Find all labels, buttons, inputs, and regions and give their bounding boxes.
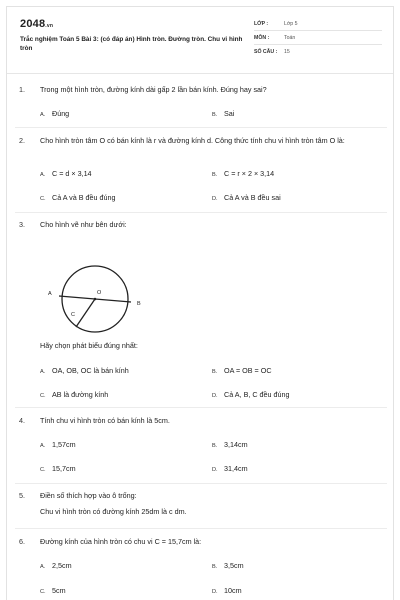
option-letter: D. [212, 589, 218, 595]
logo-text: 2048 [20, 18, 46, 30]
option-text: Sai [224, 109, 235, 118]
question-text: Tính chu vi hình tròn có bán kính là 5cm. [40, 416, 170, 425]
option-1a[interactable] [40, 109, 69, 118]
question-number: 4. [19, 416, 25, 425]
worksheet-title: Trắc nghiệm Toán 5 Bài 3: (có đáp án) Hình tròn. Đường tròn. Chu vi hình tròn [20, 36, 243, 52]
option-letter: C. [40, 393, 46, 399]
question-text: Đường kính của hình tròn có chu vi C = 15,7cm là: [40, 537, 202, 546]
option-letter: D. [212, 393, 218, 399]
question-number: 6. [19, 537, 25, 546]
label-o: O [97, 290, 102, 296]
option-letter: A. [40, 443, 46, 449]
label-c: C [71, 312, 75, 318]
option-letter: C. [40, 467, 46, 473]
question-number: 3. [19, 220, 25, 229]
option-3a[interactable] [40, 366, 129, 375]
label-a: A [48, 291, 52, 297]
option-6b[interactable] [212, 561, 244, 570]
question-number: 1. [19, 85, 25, 94]
option-letter: C. [40, 196, 46, 202]
meta-value: Toán [284, 35, 296, 41]
option-letter: B. [212, 369, 218, 375]
meta-key: LỚP : [254, 21, 269, 27]
option-text: Cả A và B đều sai [224, 193, 281, 202]
site-logo[interactable] [20, 18, 53, 30]
worksheet-page [6, 6, 394, 600]
option-text: Đúng [52, 109, 70, 118]
question-text: Điền số thích hợp vào ô trống: [40, 491, 137, 500]
option-4a[interactable] [40, 440, 76, 449]
option-3c[interactable] [40, 390, 108, 399]
question-text: Cho hình tròn tâm O có bán kính là r và đường kính d. Công thức tính chu vi hình tròn tâm O là: [40, 136, 345, 145]
logo-suffix: .vn [45, 23, 54, 29]
question-text: Trong một hình tròn, đường kính dài gấp 2 lần bán kính. Đúng hay sai? [40, 85, 267, 94]
meta-row-class [254, 17, 382, 31]
option-text: 5cm [52, 586, 66, 595]
worksheet-header [7, 7, 393, 69]
option-1b[interactable] [212, 109, 234, 118]
option-4b[interactable] [212, 440, 248, 449]
option-6d[interactable] [212, 586, 242, 595]
center-point [94, 298, 97, 301]
question-divider [15, 528, 387, 529]
worksheet-meta [254, 17, 382, 58]
option-2d[interactable] [212, 193, 281, 202]
option-3b[interactable] [212, 366, 272, 375]
option-letter: A. [40, 564, 46, 570]
option-6c[interactable] [40, 586, 66, 595]
option-letter: D. [212, 467, 218, 473]
meta-row-subject [254, 31, 382, 45]
question-divider [15, 212, 387, 213]
header-divider [7, 73, 393, 74]
option-letter: C. [40, 589, 46, 595]
question-divider [15, 483, 387, 484]
circle-figure [45, 265, 145, 333]
option-letter: B. [212, 564, 218, 570]
question-subtext: Chu vi hình tròn có đường kính 25dm là c dm. [40, 507, 187, 516]
option-text: Cả A và B đều đúng [52, 193, 116, 202]
meta-row-count [254, 45, 382, 58]
radius-line-oc [76, 299, 95, 327]
option-text: 10cm [224, 586, 242, 595]
option-text: OA = OB = OC [224, 366, 272, 375]
option-text: 15,7cm [52, 464, 76, 473]
option-letter: B. [212, 443, 218, 449]
option-4c[interactable] [40, 464, 76, 473]
meta-key: MÔN : [254, 35, 270, 41]
option-letter: D. [212, 196, 218, 202]
option-6a[interactable] [40, 561, 72, 570]
option-2b[interactable] [212, 169, 274, 178]
option-letter: A. [40, 172, 46, 178]
question-subtext: Hãy chọn phát biểu đúng nhất: [40, 341, 138, 350]
meta-value: 15 [284, 49, 290, 55]
option-text: 3,14cm [224, 440, 248, 449]
question-text: Cho hình vẽ như bên dưới: [40, 220, 127, 229]
option-text: 1,57cm [52, 440, 76, 449]
option-letter: B. [212, 172, 218, 178]
meta-value: Lớp 5 [284, 21, 298, 27]
question-number: 5. [19, 491, 25, 500]
option-text: C = r × 2 × 3,14 [224, 169, 275, 178]
option-2c[interactable] [40, 193, 116, 202]
option-text: 2,5cm [52, 561, 72, 570]
option-text: C = d × 3,14 [52, 169, 92, 178]
option-text: 3,5cm [224, 561, 244, 570]
option-text: Cả A, B, C đều đúng [224, 390, 290, 399]
option-letter: A. [40, 112, 46, 118]
question-number: 2. [19, 136, 25, 145]
label-b: B [137, 301, 141, 307]
meta-key: SỐ CÂU : [254, 49, 278, 55]
option-4d[interactable] [212, 464, 248, 473]
option-text: AB là đường kính [52, 390, 109, 399]
question-divider [15, 127, 387, 128]
option-text: 31,4cm [224, 464, 248, 473]
question-divider [15, 407, 387, 408]
option-2a[interactable] [40, 169, 92, 178]
option-3d[interactable] [212, 390, 290, 399]
option-text: OA, OB, OC là bán kính [52, 366, 129, 375]
option-letter: A. [40, 369, 46, 375]
option-letter: B. [212, 112, 218, 118]
